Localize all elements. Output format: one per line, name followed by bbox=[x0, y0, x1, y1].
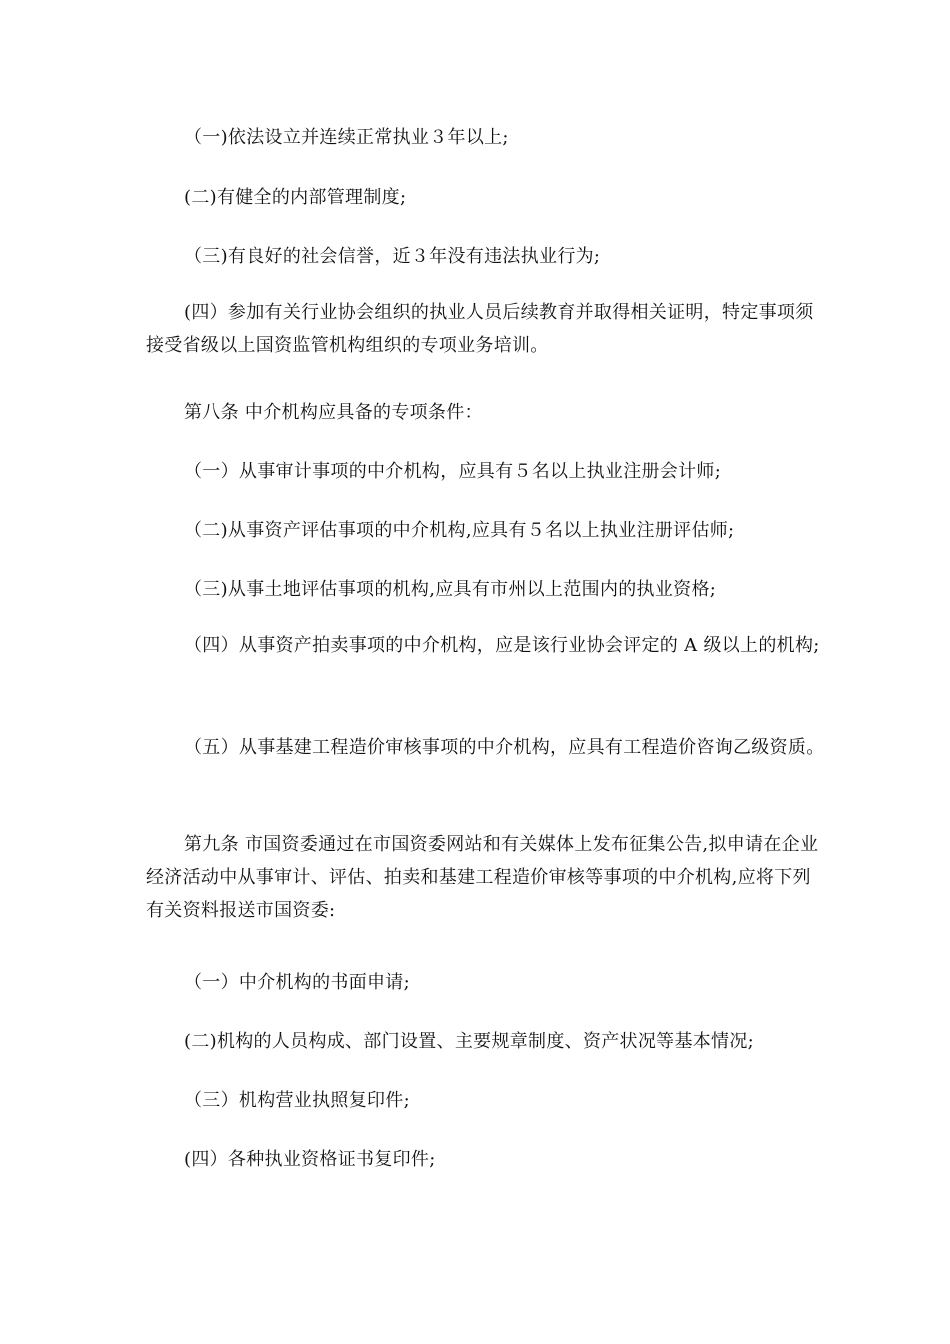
paragraph-article-8-item-4: （四）从事资产拍卖事项的中介机构，应是该行业协会评定的 A 级以上的机构; bbox=[184, 635, 820, 656]
paragraph-article-8-item-3: （三)从事土地评估事项的机构,应具有市州以上范围内的执业资格; bbox=[184, 579, 717, 600]
paragraph-article-8-item-5: （五）从事基建工程造价审核事项的中介机构，应具有工程造价咨询乙级资质。 bbox=[184, 737, 825, 758]
article-9-paragraph: 第九条 市国资委通过在市国资委网站和有关媒体上发布征集公告,拟申请在企业经济活动中从事审计、评估、拍卖和基建工程造价审核等事项的中介机构,应将下列有关资料报送市国资委: bbox=[146, 834, 819, 921]
paragraph-article-9-item-4: (四）各种执业资格证书复印件; bbox=[184, 1149, 436, 1170]
paragraph-article-8-item-1: （一）从事审计事项的中介机构，应具有５名以上执业注册会计师; bbox=[184, 461, 722, 482]
paragraph-1: （一)依法设立并连续正常执业３年以上; bbox=[184, 127, 509, 148]
article-8-heading: 第八条 中介机构应具备的专项条件： bbox=[184, 402, 483, 423]
paragraph-article-9-item-1: （一）中介机构的书面申请; bbox=[184, 972, 410, 993]
paragraph-4: (四）参加有关行业协会组织的执业人员后续教育并取得相关证明，特定事项须接受省级以上国资监管机构组织的专项业务培训。 bbox=[146, 302, 814, 356]
paragraph-3: （三)有良好的社会信誉，近３年没有违法执业行为; bbox=[184, 246, 601, 267]
paragraph-article-9-item-3: （三）机构营业执照复印件; bbox=[184, 1090, 410, 1111]
paragraph-article-8-item-2: （二)从事资产评估事项的中介机构,应具有５名以上执业注册评估师; bbox=[184, 520, 735, 541]
paragraph-2: (二)有健全的内部管理制度; bbox=[184, 187, 407, 208]
paragraph-article-9-item-2: (二)机构的人员构成、部门设置、主要规章制度、资产状况等基本情况; bbox=[184, 1031, 755, 1052]
